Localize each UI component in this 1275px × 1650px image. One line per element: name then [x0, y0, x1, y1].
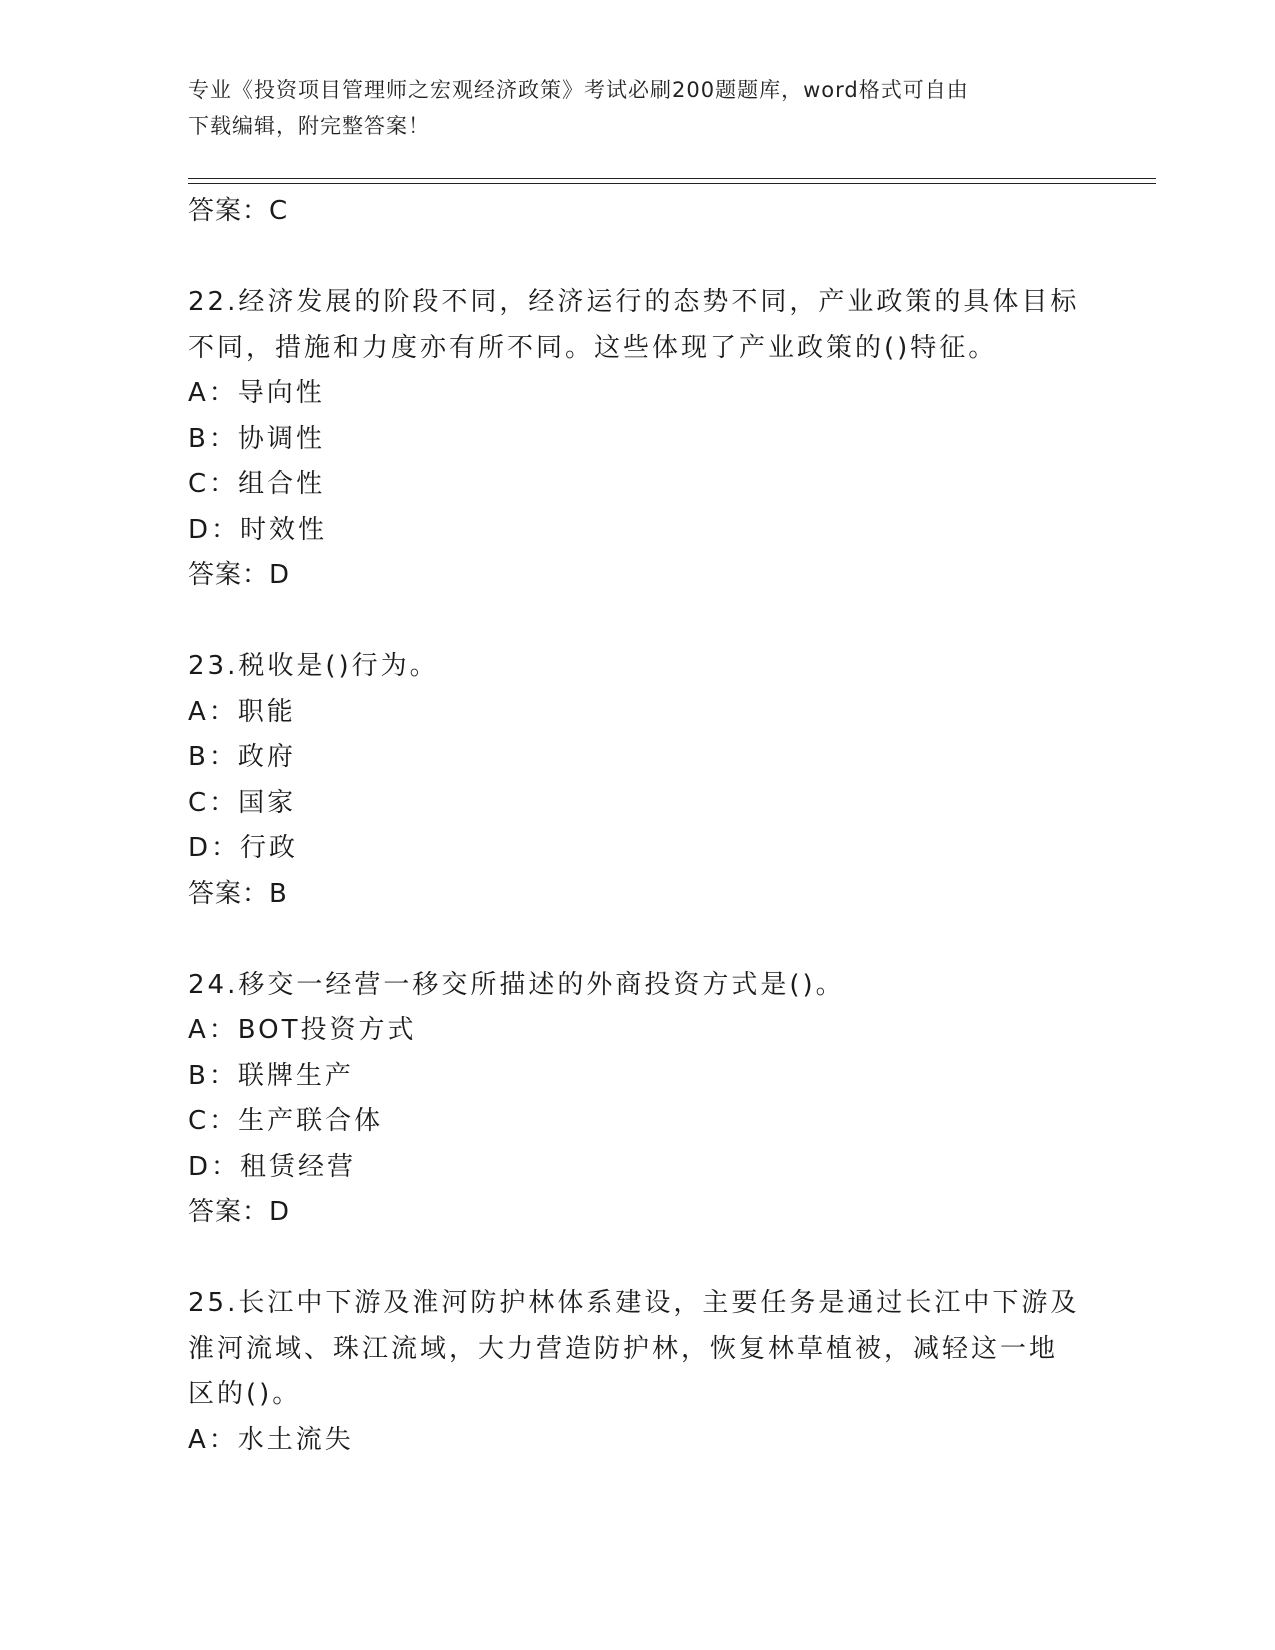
- spacer: [188, 917, 1088, 963]
- option-b: B：政府: [188, 742, 296, 772]
- question-text-line: 淮河流域、珠江流域，大力营造防护林，恢复林草植被，减轻这一地: [188, 1333, 1059, 1364]
- answer-line: 答案：D: [188, 1197, 291, 1227]
- option-a: A：导向性: [188, 378, 325, 408]
- option-d: D：租赁经营: [188, 1151, 357, 1182]
- question-block: [188, 644, 1088, 917]
- answer-line: 答案：D: [188, 560, 291, 590]
- spacer: [188, 235, 1088, 281]
- question-text-line: 25.长江中下游及淮河防护林体系建设，主要任务是通过长江中下游及: [188, 1288, 1080, 1318]
- answer-line: 答案：B: [188, 878, 288, 909]
- previous-answer: 答案：C: [188, 196, 289, 226]
- question-text-line: 22.经济发展的阶段不同，经济运行的态势不同，产业政策的具体目标: [188, 287, 1080, 317]
- question-block: [188, 963, 1088, 1236]
- document-header: [188, 72, 1088, 144]
- header-divider-top: [188, 178, 1156, 179]
- header-line-2: 下载编辑，附完整答案！: [188, 114, 430, 138]
- question-text-line: 24.移交一经营一移交所描述的外商投资方式是()。: [188, 969, 845, 1000]
- header-line-1: 专业《投资项目管理师之宏观经济政策》考试必刷200题题库，word格式可自由: [188, 78, 969, 102]
- option-d: D：行政: [188, 833, 299, 863]
- document-body: [188, 189, 1088, 1463]
- option-a: A：水土流失: [188, 1424, 354, 1455]
- option-b: B：协调性: [188, 423, 325, 454]
- header-divider-bottom: [188, 183, 1156, 184]
- option-c: C：组合性: [188, 469, 326, 499]
- spacer: [188, 1236, 1088, 1282]
- option-c: C：生产联合体: [188, 1106, 384, 1136]
- option-b: B：联牌生产: [188, 1060, 354, 1091]
- option-a: A：职能: [188, 696, 296, 727]
- question-text-line: 23.税收是()行为。: [188, 651, 439, 681]
- option-c: C：国家: [188, 787, 297, 818]
- question-text-line: 不同，措施和力度亦有所不同。这些体现了产业政策的()特征。: [188, 332, 998, 363]
- question-text-line: 区的()。: [188, 1379, 302, 1409]
- spacer: [188, 599, 1088, 645]
- option-d: D：时效性: [188, 514, 328, 545]
- question-block: [188, 280, 1088, 599]
- option-a: A：BOT投资方式: [188, 1015, 417, 1045]
- question-block: [188, 1281, 1088, 1463]
